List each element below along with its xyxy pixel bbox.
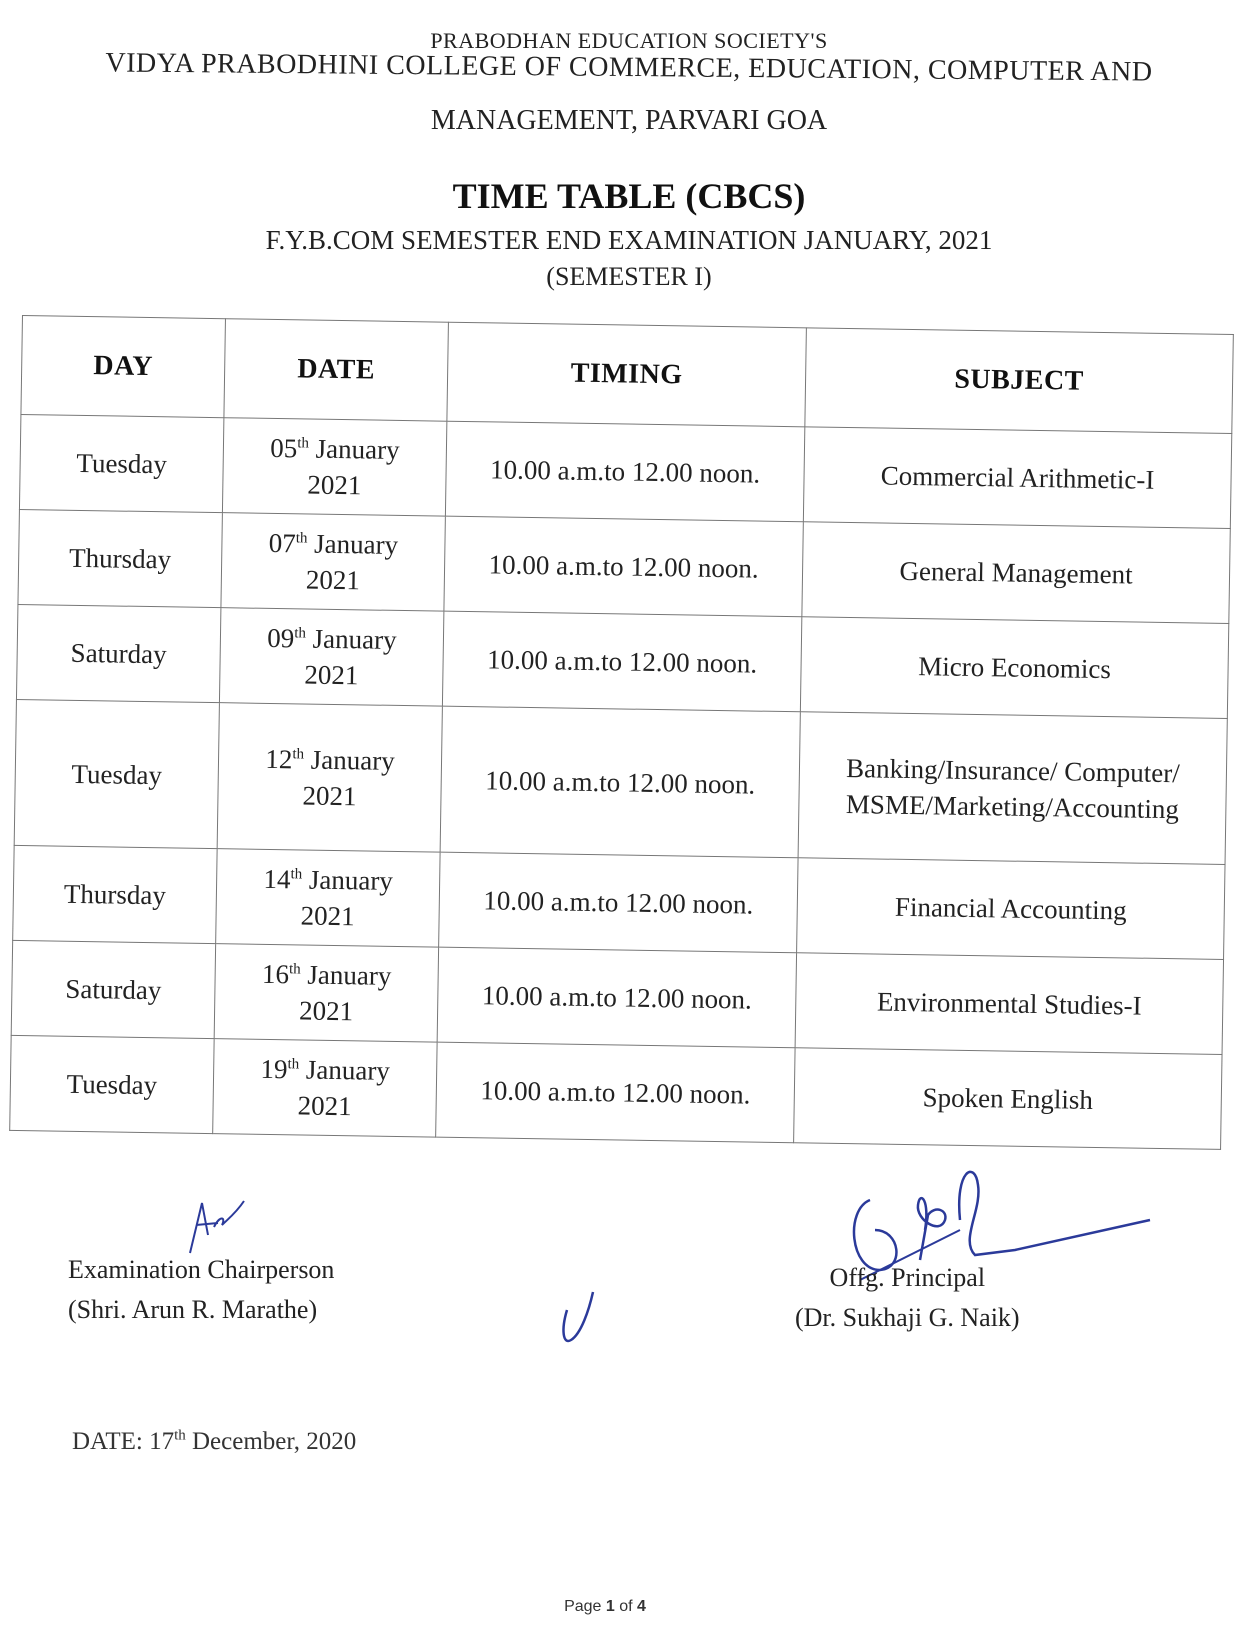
- date-suffix: th: [294, 625, 307, 642]
- cell-date: [213, 1039, 437, 1137]
- date-year: 2021: [304, 659, 359, 691]
- page-prefix: Page: [564, 1598, 606, 1615]
- page-current: 1: [605, 1598, 615, 1615]
- date-year: 2021: [307, 469, 362, 501]
- principal-name: (Dr. Sukhaji G. Naik): [795, 1303, 1020, 1332]
- cell-subject: General Management: [802, 522, 1230, 624]
- cell-timing: 10.00 a.m.to 12.00 noon.: [440, 706, 800, 858]
- cell-timing: 10.00 a.m.to 12.00 noon.: [439, 852, 798, 953]
- cell-timing: 10.00 a.m.to 12.00 noon.: [437, 947, 796, 1048]
- date-suffix: th: [288, 961, 301, 978]
- table-header-row: [21, 316, 1233, 434]
- date-year: 2021: [305, 564, 361, 596]
- cell-timing: 10.00 a.m.to 12.00 noon.: [436, 1042, 795, 1143]
- page-total: 4: [637, 1598, 646, 1615]
- cell-subject: Micro Economics: [800, 617, 1228, 719]
- cell-day: Tuesday: [10, 1035, 214, 1133]
- cell-date: [216, 849, 440, 947]
- column-header-subject: SUBJECT: [805, 328, 1234, 434]
- date-suffix: th: [295, 530, 308, 547]
- date-year: 2021: [302, 779, 357, 811]
- date-month: January: [313, 528, 399, 560]
- issue-date-suffix: December, 2020: [185, 1428, 357, 1455]
- cell-day: Saturday: [11, 940, 215, 1038]
- date-year: 2021: [297, 1090, 352, 1122]
- chairperson-role: Examination Chairperson: [68, 1255, 335, 1284]
- society-name: PRABODHAN EDUCATION SOCIETY'S: [430, 28, 828, 53]
- date-day: 07: [268, 527, 296, 559]
- date-month: January: [312, 623, 397, 655]
- date-month: January: [305, 1054, 391, 1086]
- cell-date: [221, 513, 445, 611]
- issue-date: [72, 1428, 356, 1456]
- date-suffix: th: [292, 745, 305, 762]
- date-month: January: [307, 959, 392, 991]
- cell-subject: Spoken English: [794, 1048, 1222, 1150]
- column-header-date: DATE: [224, 319, 449, 421]
- cell-timing: 10.00 a.m.to 12.00 noon.: [442, 611, 801, 712]
- principal-block: [795, 1258, 1020, 1338]
- date-day: 05: [270, 432, 298, 464]
- cell-timing: 10.00 a.m.to 12.00 noon.: [444, 516, 803, 617]
- date-month: January: [308, 864, 394, 896]
- date-day: 12: [265, 743, 293, 774]
- cell-subject: Commercial Arithmetic-I: [803, 427, 1231, 529]
- cell-subject: Financial Accounting: [797, 858, 1225, 960]
- initial-mark: [555, 1290, 605, 1350]
- date-day: 16: [261, 958, 290, 990]
- page-of: of: [614, 1598, 638, 1615]
- cell-day: Thursday: [18, 509, 222, 607]
- college-name-line1: VIDYA PRABODHINI COLLEGE OF COMMERCE, EDUCATION, COMPUTER AND: [105, 47, 1153, 88]
- chairperson-block: [68, 1250, 334, 1330]
- chairperson-name: (Shri. Arun R. Marathe): [68, 1295, 318, 1324]
- cell-subject: Banking/Insurance/ Computer/ MSME/Marketing/Accounting: [798, 712, 1227, 865]
- cell-date: [214, 944, 438, 1042]
- cell-date: [217, 703, 442, 852]
- cell-timing: 10.00 a.m.to 12.00 noon.: [445, 421, 804, 522]
- issue-date-sup: th: [174, 1427, 186, 1444]
- table-row: [14, 699, 1227, 864]
- exam-subtitle: F.Y.B.COM SEMESTER END EXAMINATION JANUARY, 2021: [265, 225, 993, 255]
- date-day: 14: [263, 863, 291, 895]
- cell-date: [219, 608, 443, 706]
- cell-day: Tuesday: [14, 699, 219, 848]
- table-row: [10, 1035, 1222, 1149]
- document-title: TIME TABLE (CBCS): [452, 176, 806, 216]
- timetable: [9, 315, 1234, 1150]
- date-suffix: th: [290, 866, 303, 883]
- cell-date: [222, 418, 446, 516]
- date-suffix: th: [287, 1056, 300, 1073]
- date-year: 2021: [300, 900, 355, 932]
- page-number: [0, 1598, 1210, 1616]
- principal-role: Offg. Principal: [829, 1263, 986, 1292]
- cell-day: Tuesday: [19, 414, 223, 512]
- semester-label: (SEMESTER I): [546, 262, 712, 291]
- column-header-day: DAY: [21, 316, 226, 418]
- cell-day: Saturday: [16, 604, 220, 702]
- cell-day: Thursday: [13, 845, 217, 943]
- date-month: January: [315, 433, 400, 465]
- date-day: 09: [267, 622, 295, 654]
- date-day: 19: [260, 1053, 288, 1085]
- issue-date-prefix: DATE: 17: [72, 1428, 175, 1455]
- college-name-line2: MANAGEMENT, PARVARI GOA: [430, 105, 828, 136]
- date-suffix: th: [297, 435, 310, 452]
- cell-subject: Environmental Studies-I: [795, 953, 1223, 1055]
- column-header-timing: TIMING: [447, 322, 807, 427]
- chairperson-signature: [170, 1195, 260, 1255]
- date-month: January: [310, 744, 395, 776]
- date-year: 2021: [298, 995, 354, 1027]
